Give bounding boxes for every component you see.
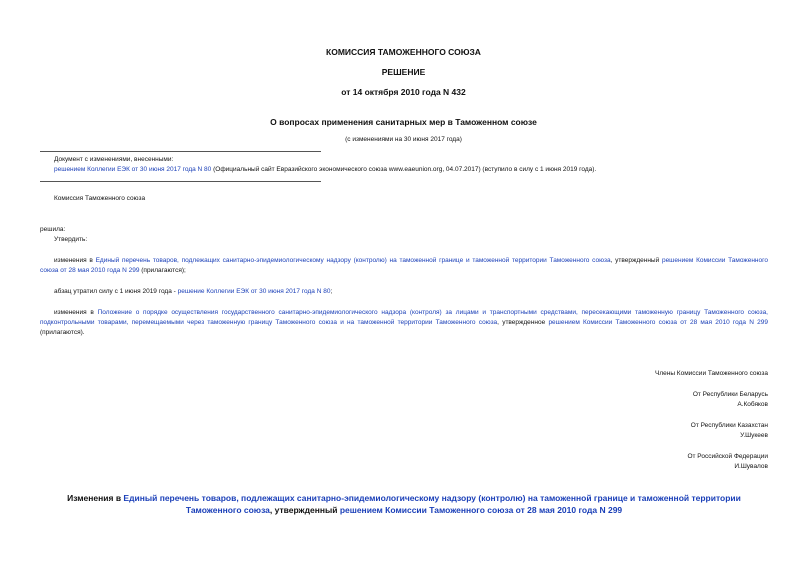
commission-line: Комиссия Таможенного союза — [54, 195, 146, 202]
amended-note: (с изменениями на 30 июня 2017 года) — [345, 136, 462, 143]
annex-decision-link[interactable]: решением Комиссии Таможенного союза от 28 мая 2010 года N 299 — [339, 505, 623, 515]
regulation-link[interactable]: Положение о порядке осуществления государственного санитарно-эпидемиологического надзора (контроля) за лицами и транспортными средствами, пересекающими таможенную границу Таможенного союза, подконтрольными товарами, перемещаемыми через таможенную границу Таможенного союза и на таможенной территории Таможенного союза — [40, 309, 768, 326]
item-3-pre: изменения в — [54, 309, 98, 316]
annex-heading-mid: , утвержденный — [269, 505, 340, 515]
bottom-divider — [40, 181, 321, 182]
item-2-post: ; — [330, 288, 333, 295]
annex-heading-pre: Изменения в — [67, 493, 124, 503]
decided-label: решила: — [40, 226, 66, 233]
members-label: Члены Комиссии Таможенного союза — [655, 370, 768, 377]
kazakhstan-country: От Республики Казахстан — [690, 422, 768, 429]
decision-80-link[interactable]: решение Коллегии ЕЭК от 30 июня 2017 года N 80 — [177, 288, 331, 295]
top-divider — [40, 151, 321, 152]
item-3-paragraph — [40, 308, 768, 338]
item-3-mid: , утвержденное — [497, 319, 549, 326]
item-1-post: (прилагаются); — [139, 267, 186, 274]
date-number: от 14 октября 2010 года N 432 — [341, 87, 466, 97]
amendments-line — [54, 165, 768, 175]
decision-heading: РЕШЕНИЕ — [381, 67, 426, 77]
item-2-pre: абзац утратил силу с 1 июня 2019 года - — [54, 288, 178, 295]
document-title: О вопросах применения санитарных мер в Таможенном союзе — [270, 117, 537, 127]
decision-299-link[interactable]: решением Комиссии Таможенного союза от 28 мая 2010 года N 299 — [40, 257, 768, 274]
commission-heading: КОМИССИЯ ТАМОЖЕННОГО СОЮЗА — [326, 47, 481, 57]
belarus-country: От Республики Беларусь — [692, 391, 768, 398]
item-1-paragraph — [40, 256, 768, 276]
item-1-mid: , утвержденный — [610, 257, 662, 264]
kazakhstan-signatory: У.Шукеев — [740, 432, 768, 439]
item-2-paragraph — [40, 287, 768, 297]
item-1-pre: изменения в — [54, 257, 96, 264]
amendments-intro: Документ с изменениями, внесенными: — [54, 156, 174, 163]
russia-signatory: И.Шувалов — [734, 463, 768, 470]
item-3-post: (прилагаются). — [40, 329, 85, 336]
unified-list-link[interactable]: Единый перечень товаров, подлежащих санитарно-эпидемиологическому надзору (контролю) на таможенной границе и таможенной территории Таможенного союза — [95, 257, 611, 264]
approve-label: Утвердить: — [54, 236, 88, 243]
amendment-link[interactable]: решением Коллегии ЕЭК от 30 июня 2017 года N 80 — [54, 166, 212, 173]
belarus-signatory: А.Кобяков — [737, 401, 768, 408]
annex-heading — [40, 492, 768, 516]
annex-list-link[interactable]: Единый перечень товаров, подлежащих санитарно-эпидемиологическому надзору (контролю) на таможенной границе и таможенной территории Таможенного союза — [123, 493, 741, 515]
decision-299-link-2[interactable]: решением Комиссии Таможенного союза от 28 мая 2010 года N 299 — [548, 319, 769, 326]
russia-country: От Российской Федерации — [687, 453, 768, 460]
amendment-source: (Официальный сайт Евразийского экономического союза www.eaeunion.org, 04.07.2017) (вступило в силу с 1 июня 2019 года). — [211, 166, 597, 173]
